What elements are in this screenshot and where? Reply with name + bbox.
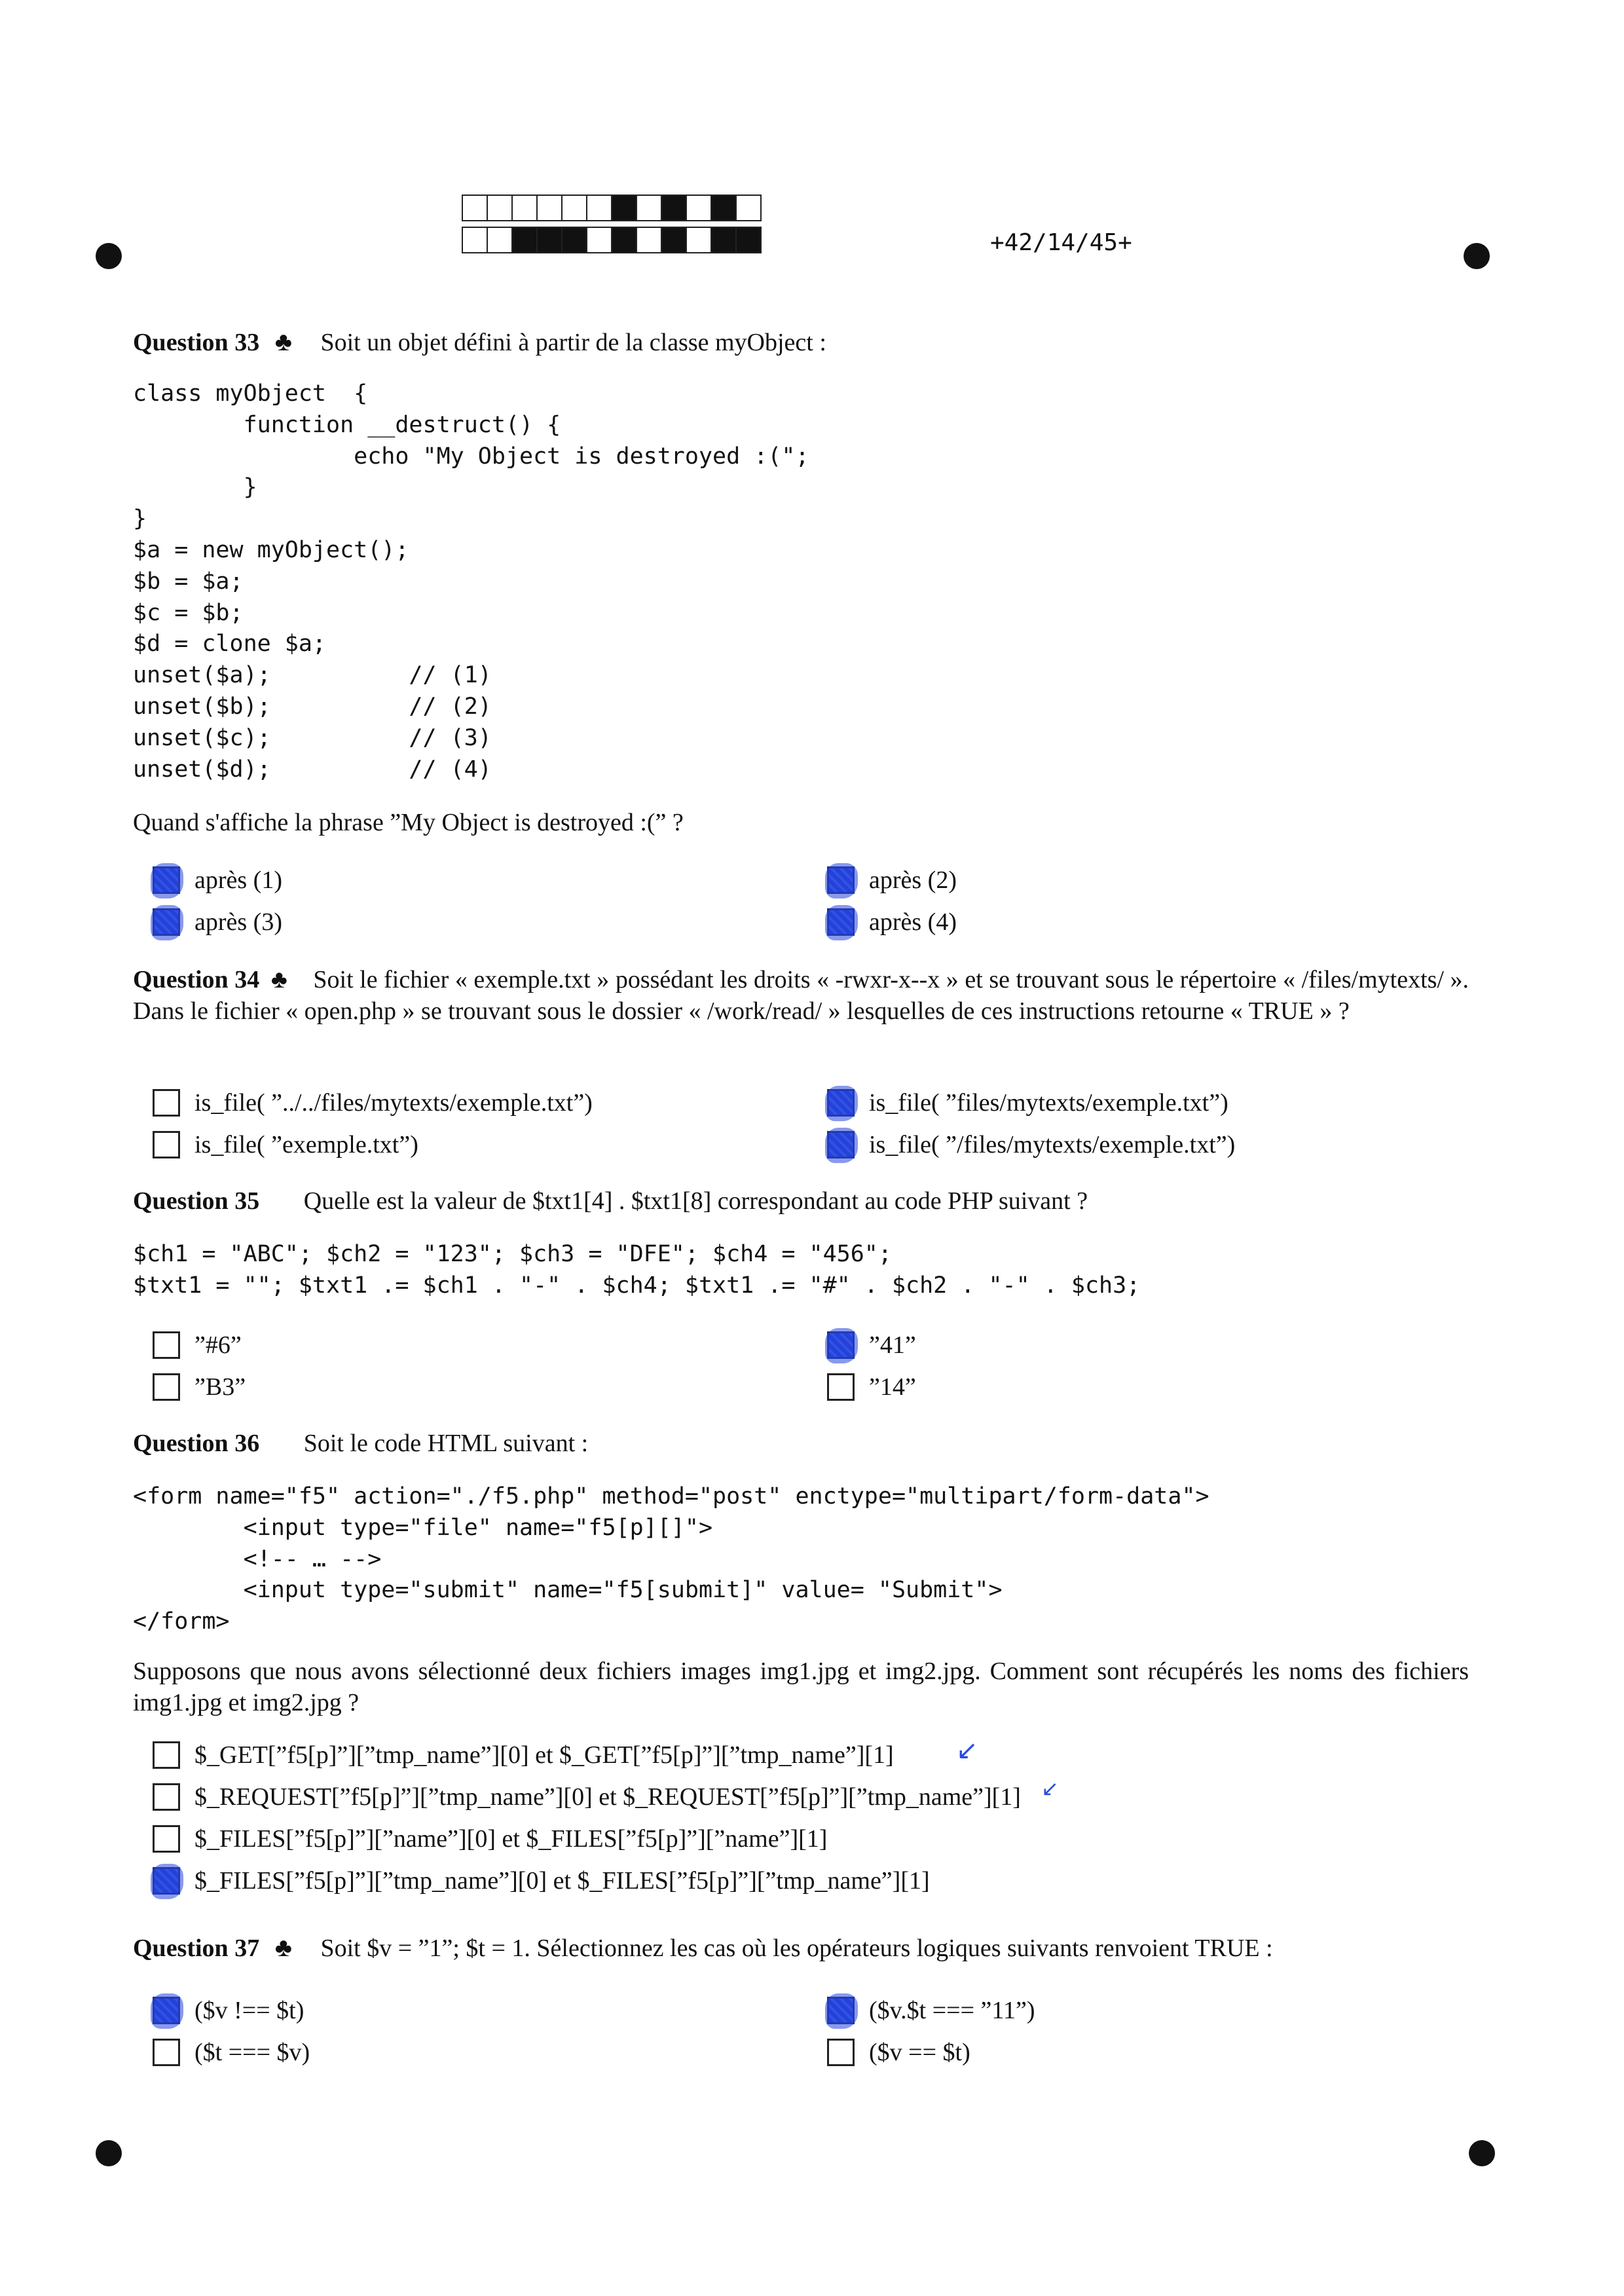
question-number: Question 33 [133,329,260,356]
php-code-block: class myObject { function __destruct() { echo "My Object is destroyed :("; } } $a = new myObject(); $b = $a; $c = $b; $d = clone $a; unset($a); // (1) unset($b); // (2) unset($c); // (3) unset($d); // (4) [133,380,809,783]
option-label: après (3) [194,908,282,936]
registration-mark [1464,243,1490,269]
answer-option[interactable] [153,2035,310,2069]
question-number: Question 37 [133,1935,260,1962]
checkbox[interactable] [153,1825,180,1853]
checkbox[interactable] [153,1373,180,1401]
barcode-cell [686,194,712,221]
answer-option[interactable] [153,1328,242,1362]
answer-option[interactable] [153,1128,418,1162]
checkbox[interactable] [827,1997,855,2024]
question-37-header [133,1932,1273,1963]
registration-mark [96,243,122,269]
barcode-cell [536,227,563,253]
barcode-cell [487,194,513,221]
pen-tick-mark: ↙ [956,1735,978,1766]
option-label: ”#6” [194,1331,242,1359]
barcode-cell [511,227,538,253]
question-36-header [133,1429,588,1458]
question-33-header [133,326,826,357]
option-label: ”41” [869,1331,916,1359]
barcode-cell [586,227,612,253]
barcode-cell [536,194,563,221]
checkbox[interactable] [153,1089,180,1117]
option-label: ($v !== $t) [194,1997,304,2024]
question-text: Quand s'affiche la phrase ”My Object is destroyed :(” ? [133,809,684,836]
option-label: is_file( ”../../files/mytexts/exemple.txt”) [194,1089,593,1117]
answer-option[interactable] [153,905,282,939]
checkbox[interactable] [827,866,855,894]
checkbox[interactable] [153,866,180,894]
answer-option[interactable] [827,863,957,897]
answer-option[interactable] [153,1822,827,1856]
answer-option[interactable] [153,1086,593,1120]
answer-option[interactable] [827,2035,970,2069]
answer-option[interactable] [153,863,282,897]
option-label: is_file( ”exemple.txt”) [194,1131,418,1158]
checkbox[interactable] [153,1131,180,1158]
page-barcode [463,194,762,253]
barcode-cell [661,227,687,253]
option-label: is_file( ”/files/mytexts/exemple.txt”) [869,1131,1236,1158]
option-label: $_FILES[”f5[p]”][”name”][0] et $_FILES[”f5[p]”][”name”][1] [194,1825,828,1853]
barcode-cell [661,194,687,221]
barcode-cell [735,227,762,253]
question-35-header [133,1187,1088,1215]
page-id: +42/14/45+ [990,229,1132,256]
question-text: Supposons que nous avons sélectionné deux fichiers images img1.jpg et img2.jpg. Comment sont récupérés les noms des fichiers img1.jpg et img2.jpg ? [133,1657,1469,1716]
club-icon: ♣ [270,966,287,993]
checkbox[interactable] [827,1089,855,1117]
registration-mark [1469,2140,1495,2166]
checkbox[interactable] [153,1867,180,1895]
barcode-cell [735,194,762,221]
barcode-cell [462,227,488,253]
pen-tick-mark: ↙ [1041,1776,1059,1801]
question-prompt: Soit un objet défini à partir de la classe myObject : [320,329,826,356]
option-label: $_FILES[”f5[p]”][”tmp_name”][0] et $_FILES[”f5[p]”][”tmp_name”][1] [194,1867,930,1895]
answer-option[interactable] [827,1128,1235,1162]
barcode-cell [636,194,662,221]
question-34-text [133,964,1469,1027]
answer-option[interactable] [827,1993,1035,2028]
barcode-cell [561,227,587,253]
answer-option[interactable] [153,1370,246,1404]
answer-option[interactable] [827,1086,1228,1120]
barcode-cell [561,194,587,221]
answer-option[interactable] [153,1780,1021,1814]
club-icon: ♣ [274,1933,292,1962]
question-prompt: Soit le code HTML suivant : [303,1430,589,1457]
option-label: ($v == $t) [869,2039,970,2066]
barcode-cell [611,194,637,221]
registration-mark [96,2140,122,2166]
answer-option[interactable] [153,1993,304,2028]
answer-option[interactable] [153,1864,930,1898]
question-prompt: Soit $v = ”1”; $t = 1. Sélectionnez les cas où les opérateurs logiques suivants renvoient TRUE : [320,1935,1273,1962]
option-label: $_GET[”f5[p]”][”tmp_name”][0] et $_GET[”f5[p]”][”tmp_name”][1] [194,1741,894,1769]
option-label: après (2) [869,866,957,894]
html-code-block: <form name="f5" action="./f5.php" method="post" enctype="multipart/form-data"> <input type="file" name="f5[p][]"> <!-- … --> <input type="submit" name="f5[submit]" value= "Submit"> </form> [133,1483,1209,1635]
question-prompt: Quelle est la valeur de $txt1[4] . $txt1[8] correspondant au code PHP suivant ? [303,1187,1088,1215]
answer-option[interactable] [153,1738,894,1772]
answer-option[interactable] [827,1328,916,1362]
barcode-cell [462,194,488,221]
checkbox[interactable] [827,2039,855,2066]
question-prompt: Soit le fichier « exemple.txt » possédant les droits « -rwxr-x--x » et se trouvant sous le répertoire « /files/mytexts/ ». Dans le fichier « open.php » se trouvant sous le dossier « /work/read/ » lesquelles de ces instructions retourne « TRUE » ? [133,966,1469,1025]
barcode-row [463,227,762,253]
barcode-cell [686,227,712,253]
option-label: après (1) [194,866,282,894]
barcode-cell [611,227,637,253]
barcode-cell [636,227,662,253]
option-label: après (4) [869,908,957,936]
checkbox[interactable] [827,1131,855,1158]
option-label: ”14” [869,1373,916,1401]
checkbox[interactable] [827,1331,855,1359]
barcode-cell [511,194,538,221]
barcode-cell [710,194,737,221]
answer-option[interactable] [827,905,957,939]
question-number: Question 35 [133,1187,260,1215]
checkbox[interactable] [153,1783,180,1811]
checkbox[interactable] [153,1997,180,2024]
checkbox[interactable] [827,908,855,936]
option-label: ”B3” [194,1373,246,1401]
checkbox[interactable] [153,908,180,936]
checkbox[interactable] [153,1741,180,1769]
option-label: ($v.$t === ”11”) [869,1997,1035,2024]
question-number: Question 34 [133,966,260,993]
question-number: Question 36 [133,1430,260,1457]
answer-option[interactable] [827,1370,916,1404]
barcode-cell [710,227,737,253]
php-code-block: $ch1 = "ABC"; $ch2 = "123"; $ch3 = "DFE"; $ch4 = "456"; $txt1 = ""; $txt1 .= $ch1 . "-" . $ch4; $txt1 .= "#" . $ch2 . "-" . $ch3; [133,1241,1141,1299]
checkbox[interactable] [153,2039,180,2066]
barcode-cell [586,194,612,221]
option-label: $_REQUEST[”f5[p]”][”tmp_name”][0] et $_REQUEST[”f5[p]”][”tmp_name”][1] [194,1783,1021,1811]
checkbox[interactable] [153,1331,180,1359]
barcode-row [463,194,762,221]
barcode-cell [487,227,513,253]
option-label: ($t === $v) [194,2039,310,2066]
option-label: is_file( ”files/mytexts/exemple.txt”) [869,1089,1228,1117]
club-icon: ♣ [274,327,292,356]
checkbox[interactable] [827,1373,855,1401]
